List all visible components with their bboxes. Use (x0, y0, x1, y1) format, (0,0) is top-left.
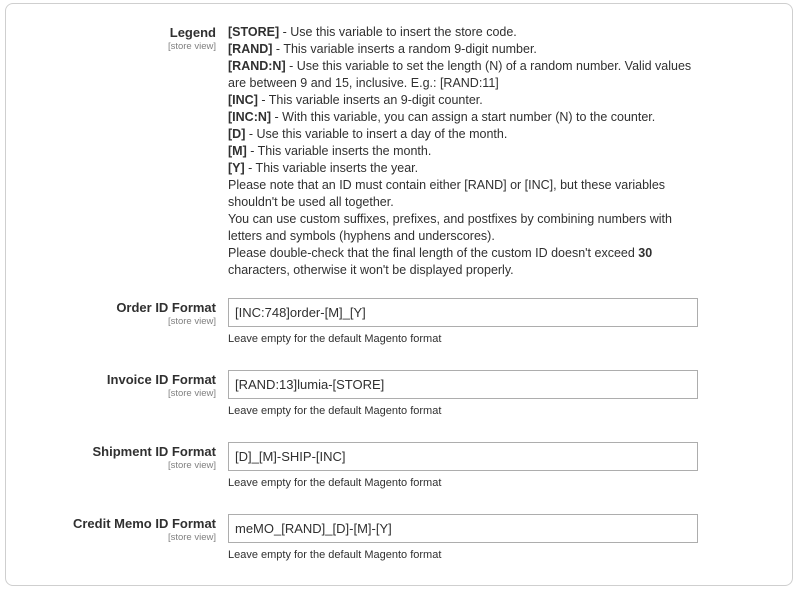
invoice-id-format-scope: [store view] (167, 388, 216, 399)
legend-code: [D] (228, 127, 246, 141)
credit-memo-id-format-input[interactable] (228, 514, 698, 543)
legend-line (228, 92, 708, 109)
legend-line (228, 58, 708, 92)
legend-code: [STORE] (228, 25, 280, 39)
legend-note: Please note that an ID must contain either [RAND] or [INC], but these variables shouldn't be used all together. (228, 178, 666, 209)
legend-line (228, 160, 708, 177)
invoice-id-format-input[interactable] (228, 370, 698, 399)
order-id-format-label: Order ID Format (116, 300, 216, 315)
legend-code: [RAND] (228, 42, 273, 56)
legend-label: Legend (169, 25, 216, 40)
legend-code: [RAND:N] (228, 59, 286, 73)
credit-memo-id-format-note: Leave empty for the default Magento format (228, 549, 442, 561)
legend-code: [M] (228, 144, 247, 158)
legend-desc: - Use this variable to insert a day of the month. (245, 127, 508, 141)
legend-desc: - This variable inserts an 9-digit counter. (257, 93, 483, 107)
legend-desc: - This variable inserts the month. (246, 144, 432, 158)
shipment-id-format-value-col (228, 442, 708, 490)
invoice-id-format-note: Leave empty for the default Magento format (228, 405, 442, 417)
credit-memo-id-format-label: Credit Memo ID Format (72, 516, 216, 531)
order-id-format-value-col (228, 298, 708, 346)
legend-note-limit: 30 (638, 246, 653, 260)
order-id-format-note: Leave empty for the default Magento format (228, 333, 442, 345)
legend-line (228, 126, 708, 143)
invoice-id-format-label: Invoice ID Format (106, 372, 216, 387)
config-panel (5, 3, 793, 586)
legend-desc: - This variable inserts the year. (244, 161, 419, 175)
shipment-id-format-scope: [store view] (167, 460, 216, 471)
credit-memo-id-format-value-col (228, 514, 708, 562)
legend-note (228, 245, 708, 279)
legend-desc: - Use this variable to insert the store code. (279, 25, 517, 39)
shipment-id-format-label: Shipment ID Format (92, 444, 216, 459)
credit-memo-id-format-label-col (6, 515, 216, 544)
order-id-format-scope: [store view] (167, 316, 216, 327)
legend-note-text: characters, otherwise it won't be displayed properly. (228, 263, 514, 277)
invoice-id-format-value-col (228, 370, 708, 418)
legend-code: [Y] (228, 161, 245, 175)
legend-desc: - With this variable, you can assign a start number (N) to the counter. (271, 110, 656, 124)
order-id-format-input[interactable] (228, 298, 698, 327)
legend-scope: [store view] (167, 41, 216, 52)
legend-label-col (6, 24, 216, 53)
legend-line (228, 109, 708, 126)
invoice-id-format-label-col (6, 371, 216, 400)
shipment-id-format-input[interactable] (228, 442, 698, 471)
legend-note-text: Please double-check that the final length of the custom ID doesn't exceed (228, 246, 639, 260)
shipment-id-format-note: Leave empty for the default Magento format (228, 477, 442, 489)
order-id-format-label-col (6, 299, 216, 328)
legend-code: [INC] (228, 93, 258, 107)
legend-line (228, 143, 708, 160)
legend-content (228, 24, 708, 279)
legend-note: You can use custom suffixes, prefixes, and postfixes by combining numbers with letters and symbols (hyphens and underscores). (228, 212, 672, 243)
legend-line (228, 24, 708, 41)
legend-line (228, 41, 708, 58)
legend-code: [INC:N] (228, 110, 272, 124)
shipment-id-format-label-col (6, 443, 216, 472)
legend-desc: - Use this variable to set the length (N) of a random number. Valid values are between 9 and 15, inclusive. E.g.: [RAND:11] (228, 59, 692, 90)
legend-desc: - This variable inserts a random 9-digit number. (272, 42, 537, 56)
credit-memo-id-format-scope: [store view] (167, 532, 216, 543)
